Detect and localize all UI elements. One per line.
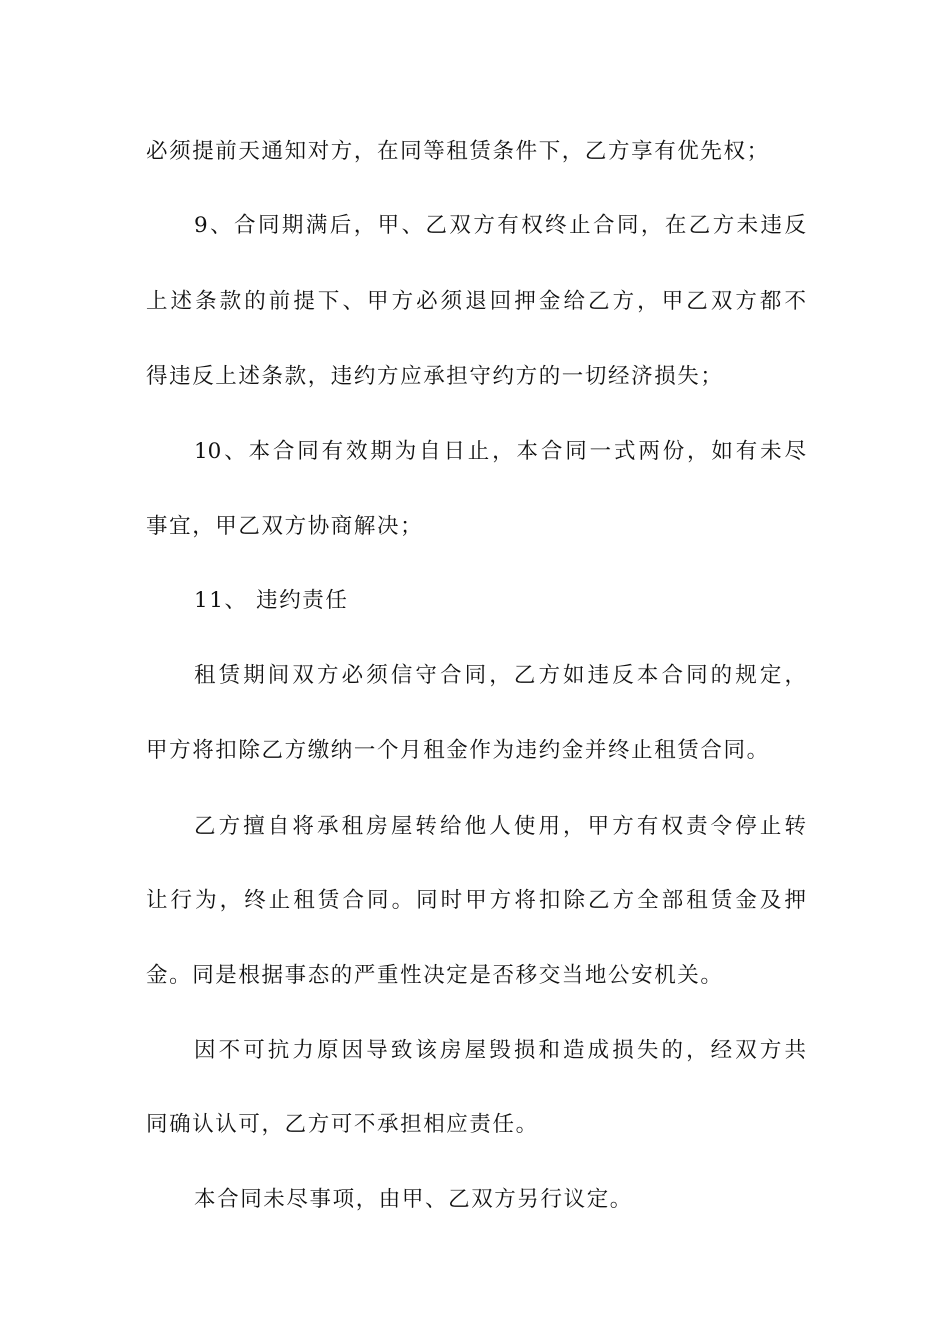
text-line: 本合同未尽事项，由甲、乙双方另行议定。: [194, 1187, 633, 1212]
text-line: 事宜，甲乙双方协商解决；: [146, 514, 424, 539]
text-line: 9、合同期满后，甲、乙双方有权终止合同，在乙方未违反: [194, 213, 806, 238]
text-line: 金。同是根据事态的严重性决定是否移交当地公安机关。: [146, 963, 724, 988]
text-line: 得违反上述条款，违约方应承担守约方的一切经济损失；: [146, 364, 724, 389]
text-line: 同确认认可，乙方可不承担相应责任。: [146, 1112, 539, 1137]
text-line: 让行为，终止租赁合同。同时甲方将扣除乙方全部租赁金及押: [146, 888, 806, 913]
text-line: 10、本合同有效期为自日止，本合同一式两份，如有未尽: [194, 439, 806, 464]
text-line: 上述条款的前提下、甲方必须退回押金给乙方，甲乙双方都不: [146, 289, 806, 314]
text-line: 乙方擅自将承租房屋转给他人使用，甲方有权责令停止转: [194, 814, 806, 839]
text-line: 因不可抗力原因导致该房屋毁损和造成损失的，经双方共: [194, 1038, 806, 1063]
section-heading: 11、 违约责任: [194, 588, 349, 613]
text-line: 甲方将扣除乙方缴纳一个月租金作为违约金并终止租赁合同。: [146, 738, 770, 763]
text-line: 租赁期间双方必须信守合同，乙方如违反本合同的规定，: [194, 663, 806, 688]
text-line: 必须提前天通知对方，在同等租赁条件下，乙方享有优先权；: [146, 139, 770, 164]
